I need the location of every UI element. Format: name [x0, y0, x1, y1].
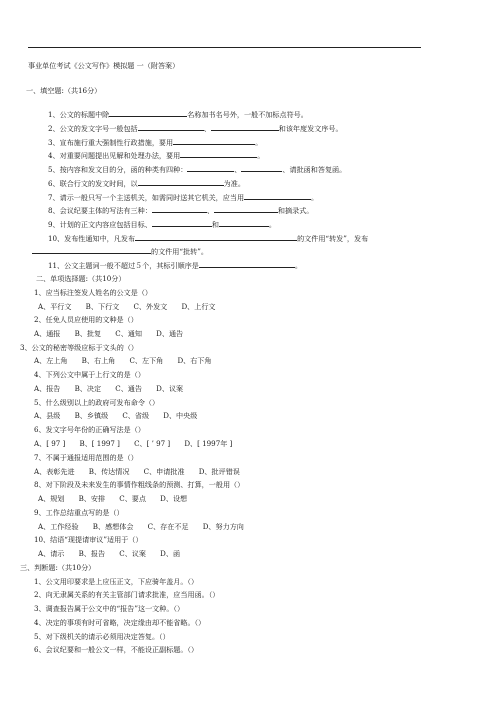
blank[interactable]: [138, 124, 204, 131]
mc-question-3: 3、公文的秘密等级应标于文头的（）: [20, 343, 139, 352]
blank[interactable]: [199, 261, 295, 268]
blank[interactable]: [109, 110, 187, 117]
fill-question-3: 3、宣布施行重大强制性行政措施，要用 。: [48, 138, 263, 147]
blank[interactable]: [219, 220, 269, 227]
fill-question-11: 11、公文主题词一般不超过５个，其标引顺序是 。: [48, 261, 302, 270]
mc-question-2: 2、任免人员应使用的文种是（）: [34, 315, 138, 324]
tf-question: 2、向无隶属关系的有关主管部门请求批准，应当用函。（）: [34, 590, 220, 599]
blank[interactable]: [244, 193, 311, 200]
mc-question-9: 9、工作总结重点写的是（）: [34, 508, 124, 517]
mc-options-3: A、左上角 B、右上角 C、左下角 D、右下角: [34, 356, 212, 365]
fill-question-10-line1: 10、发布性通知中，凡发布 的文件用“转发”，发布: [48, 234, 369, 243]
blank[interactable]: [214, 206, 278, 213]
fill-question-7: 7、请示一般只写一个主送机关，如需同时送其它机关，应当用 。: [48, 193, 319, 202]
mc-options-1: A、平行文 B、下行文 C、外发文 D、上行文: [38, 302, 216, 311]
section3-heading: 三、判断题:（共10分）: [20, 563, 96, 572]
mc-options-6: A、[ 97 ] B、[ 1997 ] C、[ ’ 97 ] D、[ 1997年 ]: [34, 439, 233, 448]
blank[interactable]: [180, 151, 257, 158]
tf-question: 6、会议纪要和一般公文一样，不能设正副标题。（）: [34, 645, 199, 654]
blank[interactable]: [138, 179, 224, 186]
fill-question-4: 4、对重要问题提出见解和处理办法，要用 。: [48, 151, 265, 160]
mc-options-10: A、请示 B、报告 C、议案 D、函: [38, 549, 181, 558]
section1-heading: 一、填空题:（共16分）: [26, 86, 102, 95]
blank[interactable]: [32, 247, 151, 254]
fill-question-9: 9、计划的正文内容应包括目标、 和 。: [48, 220, 277, 229]
blank[interactable]: [241, 165, 282, 172]
fill-question-5: 5、按内容和发文目的分，函的种类有四种： 、 、请批函和答复函。: [48, 165, 347, 174]
section2-heading: 二、单项选择题:（共10分）: [36, 274, 126, 283]
mc-question-10: 10、结语“现提请审议”适用于（）: [34, 535, 143, 544]
mc-options-9: A、工作经验 B、感想体会 C、存在不足 D、努力方向: [38, 522, 244, 531]
mc-options-7: A、表彰先进 B、传达情况 C、申请批准 D、批评错误: [34, 467, 240, 476]
doc-title: 事业单位考试《公文写作》模拟题 一（附答案）: [28, 61, 180, 70]
fill-question-8: 8、会议纪要主体的写法有三种： 、 和摘录式。: [48, 206, 314, 215]
mc-question-6: 6、发文字号年份的正确写法是（）: [34, 425, 145, 434]
mc-question-5: 5、什么级别以上的政府可发布命令（）: [34, 398, 160, 407]
blank[interactable]: [135, 234, 297, 241]
fill-question-1: 1、公文的标题中除 名称加书名号外，一般不加标点符号。: [48, 110, 308, 119]
tf-question: 3、调查报告属于公文中的“报告”这一文种。（）: [34, 604, 185, 613]
mc-options-8: A、规划 B、安排 C、要点 D、设想: [38, 494, 188, 503]
mc-question-7: 7、不属于通报适用范围的是（）: [34, 453, 138, 462]
blank[interactable]: [152, 206, 207, 213]
mc-question-4: 4、下列公文中属于上行文的是（）: [34, 370, 145, 379]
fill-question-10-line2: 的文件用“批转”。: [32, 247, 208, 256]
blank[interactable]: [173, 138, 255, 145]
tf-question: 5、对下级机关的请示必须用决定答复。（）: [34, 632, 170, 641]
fill-question-2: 2、公文的发文字号一般包括 、 和该年度发文序号。: [48, 124, 343, 133]
blank[interactable]: [211, 124, 279, 131]
blank[interactable]: [152, 220, 212, 227]
mc-options-4: A、报告 B、决定 C、通告 D、议案: [34, 384, 184, 393]
header-rule: [28, 47, 421, 48]
mc-options-2: A、通报 B、批复 C、通知 D、通告: [34, 329, 184, 338]
mc-question-8: 8、对下阶段及未来发生的事情作粗线条的预测、打算，一般用（）: [34, 480, 245, 489]
fill-question-6: 6、联合行文的发文时间，以 为准。: [48, 179, 245, 188]
mc-question-1: 1、应当标注签发人姓名的公文是（）: [34, 288, 153, 297]
tf-question: 1、公文用印要求是上应压正文，下应骑年盖月。（）: [34, 577, 199, 586]
tf-question: 4、决定的事项有时可省略，决定缘由却不能省略。（）: [34, 618, 206, 627]
blank[interactable]: [187, 165, 234, 172]
mc-options-5: A、县级 B、乡镇级 C、省级 D、中央级: [34, 411, 198, 420]
